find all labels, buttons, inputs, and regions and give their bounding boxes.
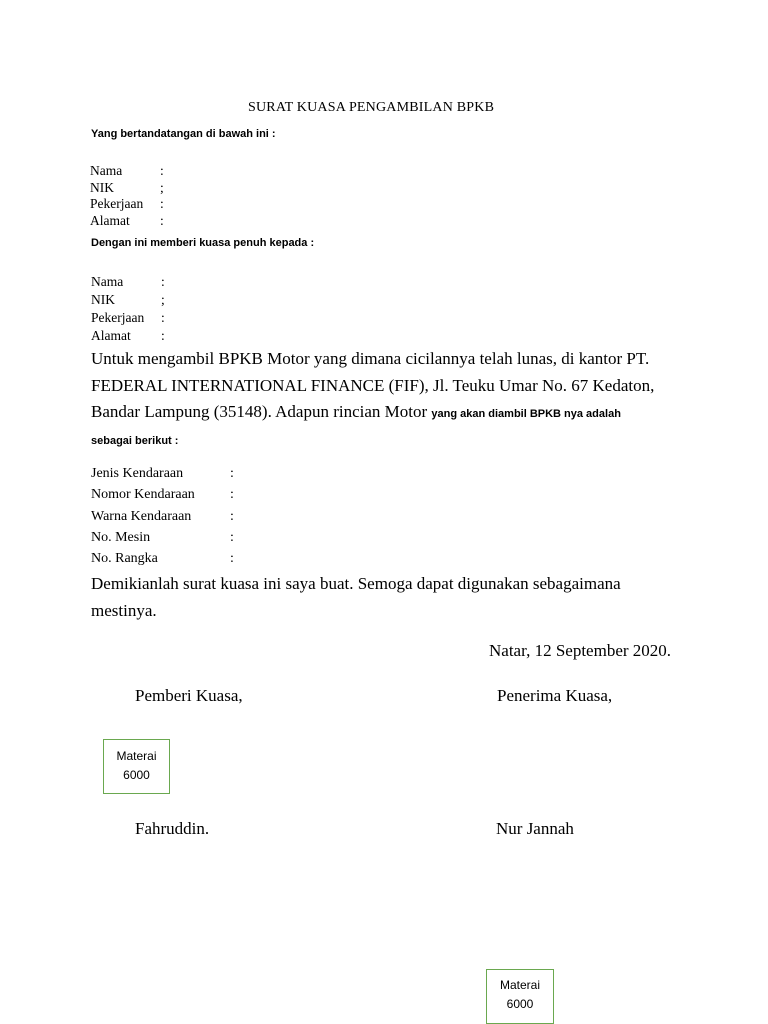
field-separator: : — [161, 310, 165, 325]
grant-text: Dengan ini memberi kuasa penuh kepada : — [91, 237, 315, 249]
stamp-label: Materai — [116, 749, 157, 763]
document-title: SURAT KUASA PENGAMBILAN BPKB — [248, 100, 495, 115]
field-label: Pekerjaan — [90, 196, 144, 211]
purpose-line-3 — [91, 399, 654, 428]
giver-field-nik — [90, 179, 164, 196]
field-separator: ; — [160, 179, 164, 195]
stamp-value: 6000 — [123, 768, 150, 782]
receiver-name: Nur Jannah — [496, 819, 574, 838]
stamp-box-giver — [103, 739, 170, 794]
field-separator: : — [161, 274, 165, 289]
giver-name: Fahruddin. — [135, 819, 210, 838]
purpose-line-3-small: yang akan diambil BPKB nya adalah — [431, 408, 621, 420]
field-separator: : — [230, 466, 234, 481]
giver-field-alamat — [90, 212, 164, 229]
giver-field-nama — [90, 162, 164, 179]
vehicle-field-jenis — [91, 463, 234, 484]
field-separator: : — [230, 508, 234, 524]
receiver-field-alamat — [91, 327, 165, 345]
giver-title: Pemberi Kuasa, — [135, 686, 243, 705]
field-label: Nama — [90, 163, 123, 178]
field-separator: : — [160, 196, 164, 211]
field-separator: : — [230, 487, 234, 503]
intro-text: Yang bertandatangan di bawah ini : — [91, 128, 276, 140]
field-label: NIK — [90, 179, 114, 195]
place-date: Natar, 12 September 2020. — [489, 641, 672, 660]
field-separator: : — [230, 551, 234, 567]
field-label: NIK — [91, 292, 115, 307]
closing-line-1: Demikianlah surat kuasa ini saya buat. Semoga dapat digunakan sebagaimana — [91, 574, 621, 593]
receiver-title: Penerima Kuasa, — [497, 686, 613, 705]
field-separator: : — [230, 529, 234, 545]
receiver-field-nik — [91, 291, 165, 309]
field-separator: : — [161, 328, 165, 343]
purpose-line-4: sebagai berikut : — [91, 434, 179, 447]
field-label: Alamat — [90, 212, 130, 228]
giver-fields — [90, 162, 164, 228]
closing-line-2: mestinya. — [91, 600, 157, 620]
giver-field-pekerjaan — [90, 195, 164, 212]
stamp-box-receiver — [486, 969, 554, 1024]
vehicle-field-mesin — [91, 527, 234, 548]
field-label: Warna Kendaraan — [91, 508, 192, 524]
field-separator: ; — [161, 292, 165, 307]
purpose-line-2: FEDERAL INTERNATIONAL FINANCE (FIF), Jl. Teuku Umar No. 67 Kedaton, — [91, 375, 655, 395]
receiver-field-pekerjaan — [91, 309, 165, 327]
field-label: Jenis Kendaraan — [91, 466, 184, 481]
vehicle-field-warna — [91, 506, 234, 527]
receiver-fields — [91, 273, 165, 345]
vehicle-fields — [91, 463, 234, 569]
field-separator: : — [160, 212, 164, 228]
vehicle-field-nomor — [91, 484, 234, 505]
vehicle-field-rangka — [91, 548, 234, 569]
field-label: Pekerjaan — [91, 310, 145, 325]
stamp-value: 6000 — [506, 997, 534, 1011]
field-label: No. Mesin — [91, 529, 151, 545]
field-label: Nama — [91, 274, 124, 289]
field-label: No. Rangka — [91, 551, 158, 567]
field-separator: : — [160, 163, 164, 178]
purpose-line-3-main: Bandar Lampung (35148). Adapun rincian Motor — [91, 402, 428, 421]
field-label: Nomor Kendaraan — [91, 487, 195, 503]
purpose-line-1: Untuk mengambil BPKB Motor yang dimana cicilannya telah lunas, di kantor PT. — [91, 349, 650, 368]
receiver-field-nama — [91, 273, 165, 291]
stamp-label: Materai — [499, 978, 540, 992]
closing-paragraph — [91, 571, 621, 624]
field-label: Alamat — [91, 328, 131, 343]
purpose-paragraph — [91, 346, 654, 454]
